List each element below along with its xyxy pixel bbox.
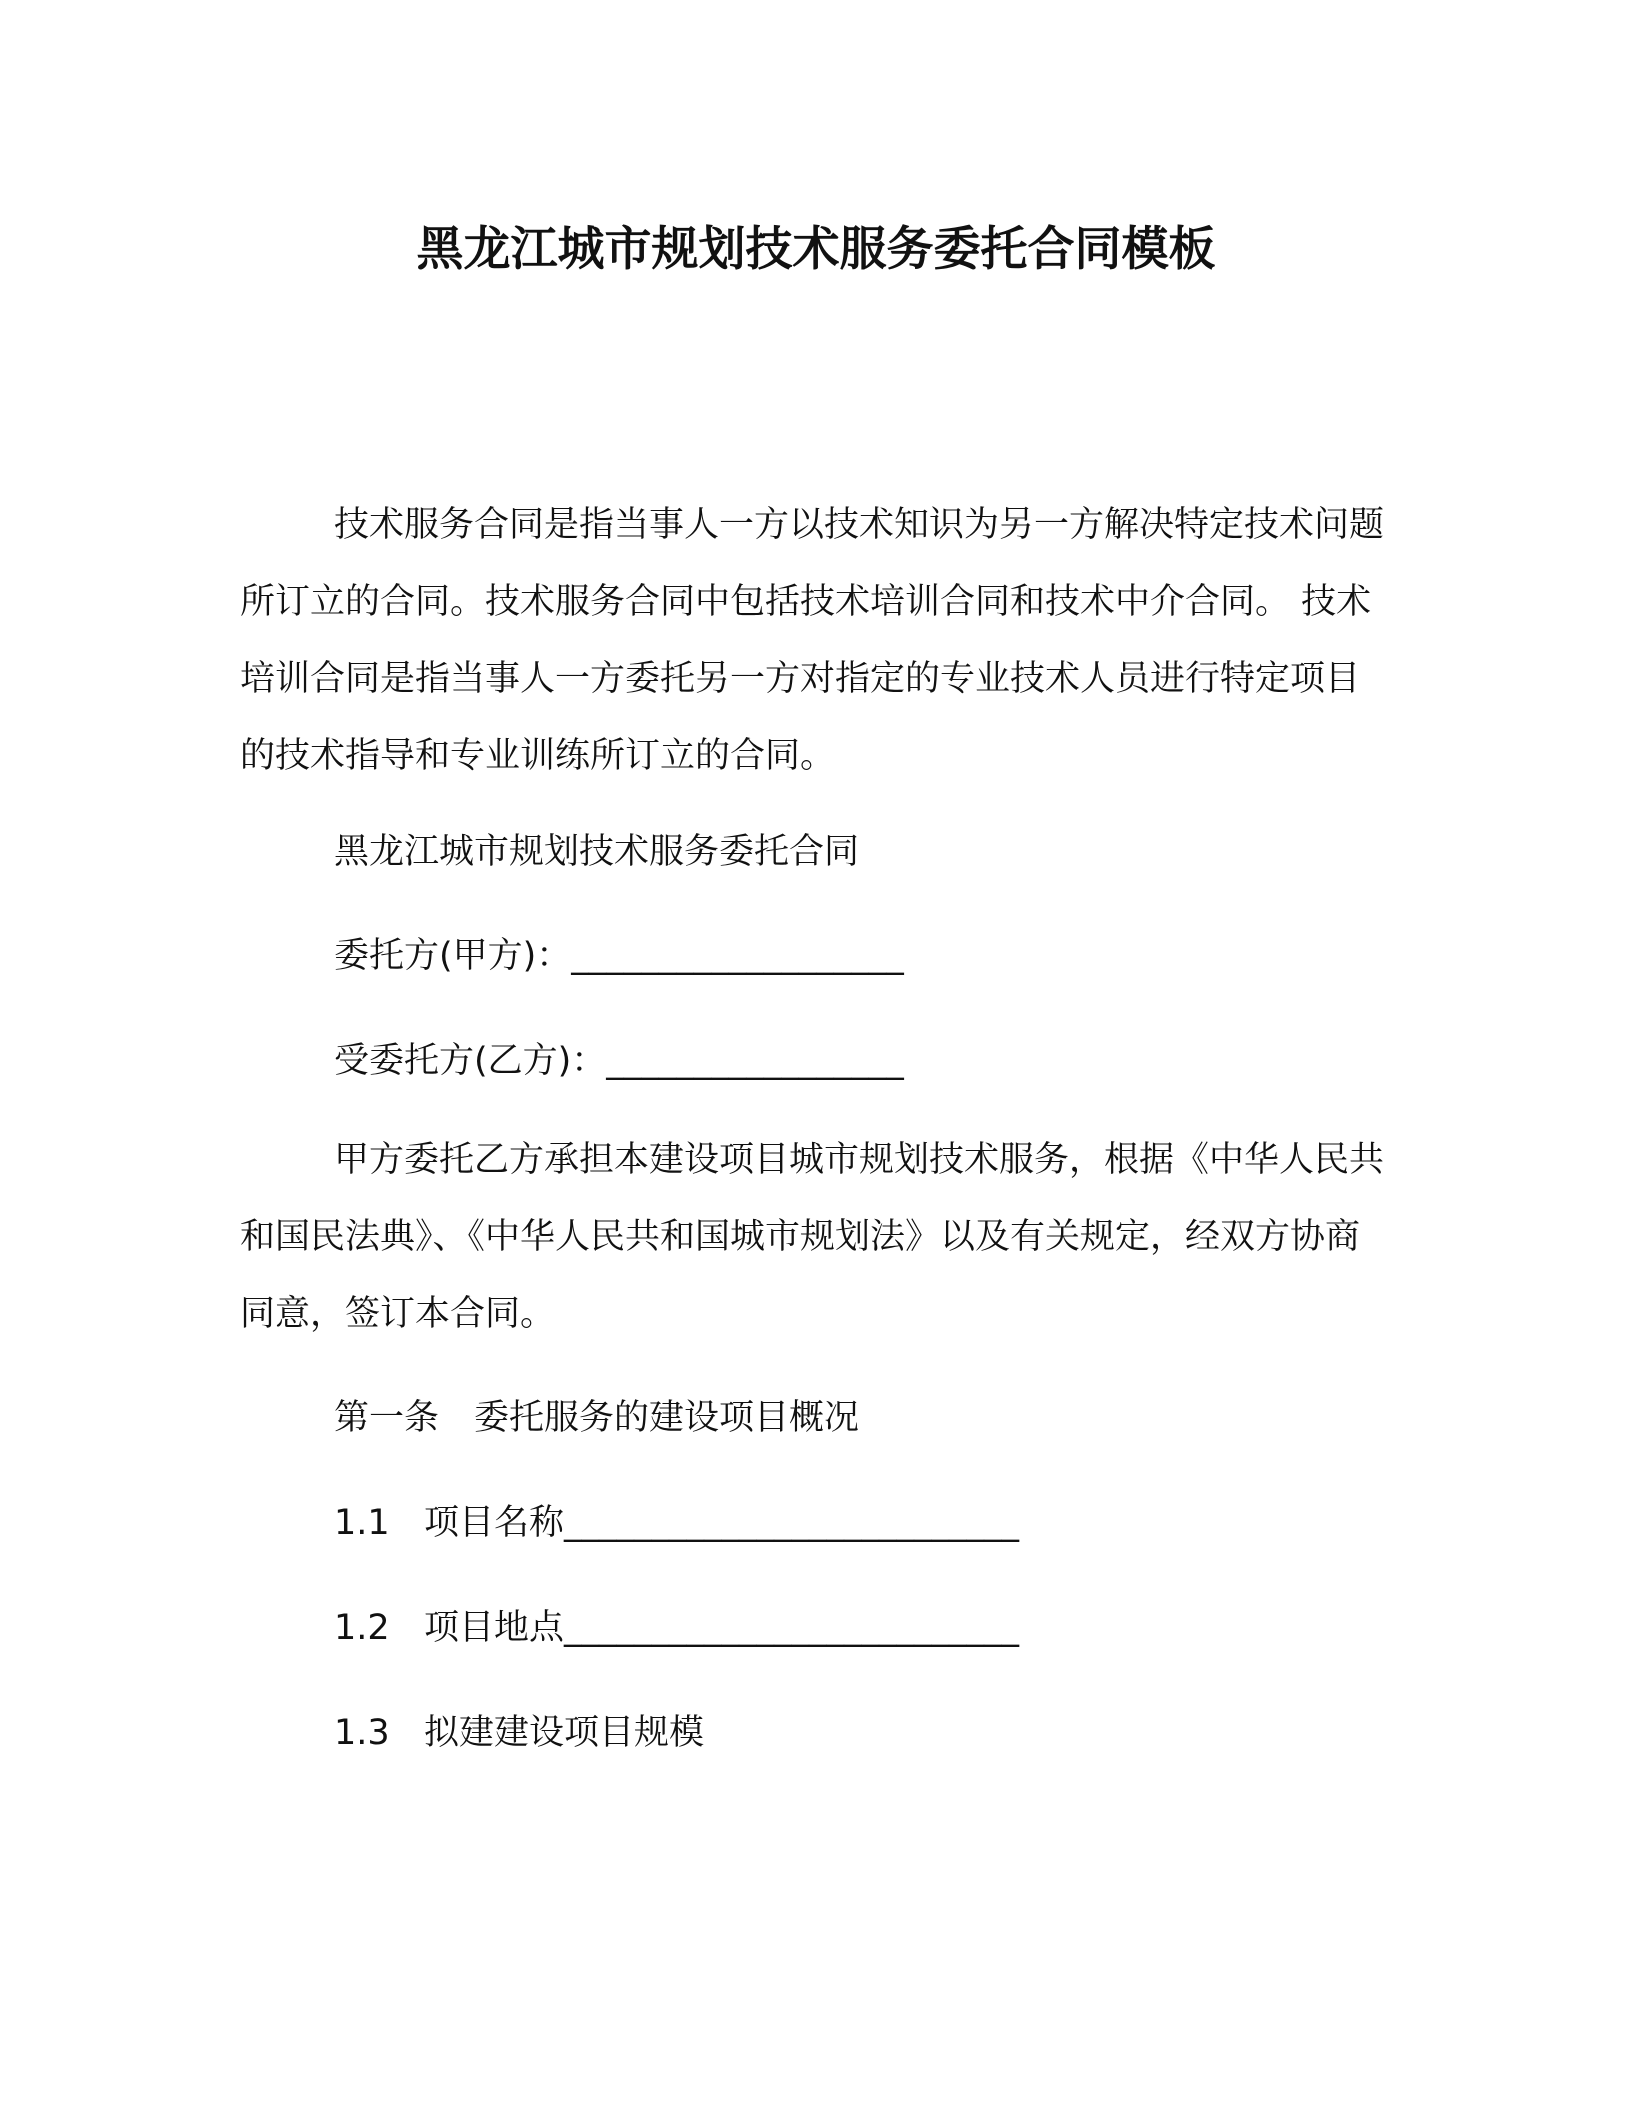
item-number: 1.2 [334,1608,390,1648]
item-number: 1.3 [334,1713,390,1753]
item-1-1 [334,1501,1019,1545]
item-text: 拟建建设项目规模 [424,1713,705,1753]
item-1-3 [334,1711,704,1755]
contract-name: 黑龙江城市规划技术服务委托合同 [334,832,860,872]
preamble-paragraph: 甲方委托乙方承担本建设项目城市规划技术服务，根据《中华人民共和国民法典》、《中华人民共和国城市规划法》以及有关规定，经双方协商同意，签订本合同。 [240,1140,1385,1334]
item-1-2 [334,1606,1019,1650]
item-text: 项目地点__________________________ [424,1608,1020,1648]
intro-paragraph: 技术服务合同是指当事人一方以技术知识为另一方解决特定技术问题所订立的合同。技术服务合同中包括技术培训合同和技术中介合同。 技术培训合同是指当事人一方委托另一方对指定的专业技术人员进行特定项目的技术指导和专业训练所订立的合同。 [240,505,1385,776]
item-text: 项目名称__________________________ [424,1503,1020,1543]
document-title: 黑龙江城市规划技术服务委托合同模板 [416,222,1216,277]
party-b-line: 受委托方(乙方)：_________________ [334,1041,904,1081]
article-1-heading: 第一条 委托服务的建设项目概况 [334,1398,860,1438]
item-number: 1.1 [334,1503,390,1543]
party-a-line: 委托方(甲方)：___________________ [334,936,904,976]
